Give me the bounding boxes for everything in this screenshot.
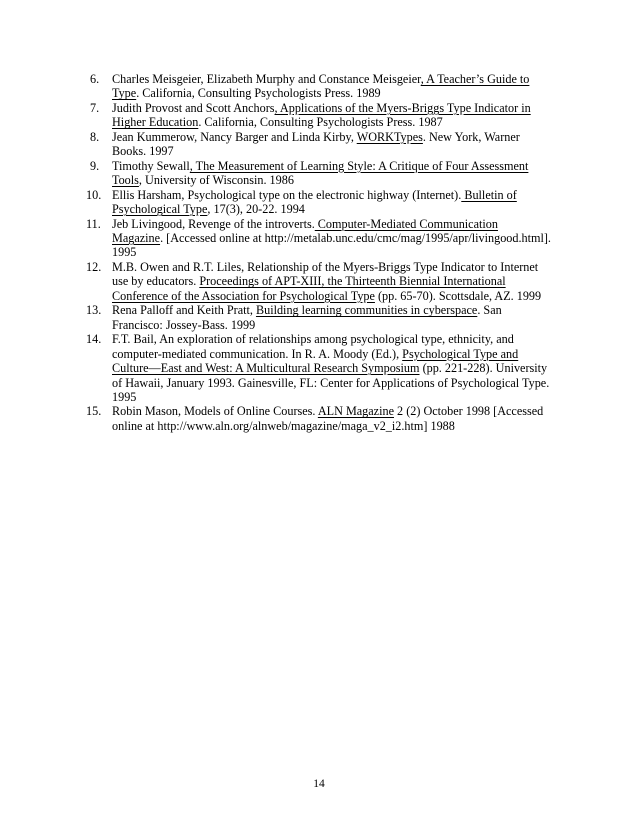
- reference-title: Psychological Type and Culture—East and West: A Multicultural Research Symposium: [112, 346, 519, 376]
- reference-text: . [Accessed online at http://metalab.unc.edu/cmc/mag/1995/apr/livingood.html]. 1995: [112, 230, 551, 260]
- reference-number: 10.: [86, 187, 102, 202]
- reference-title: , Applications of the Myers-Briggs Type Indicator in Higher Education: [112, 100, 531, 130]
- reference-item: [92, 72, 552, 101]
- reference-text: . New York, Warner Books. 1997: [112, 129, 520, 159]
- reference-title: Bulletin of Psychological Type: [112, 187, 517, 217]
- reference-number: 12.: [86, 259, 102, 274]
- reference-number: 15.: [86, 404, 102, 419]
- reference-item: [86, 404, 552, 433]
- reference-item: [92, 159, 552, 188]
- reference-title: , A Teacher’s Guide to Type: [112, 72, 530, 101]
- reference-number: 6.: [90, 72, 100, 86]
- reference-text: F.T. Bail, An exploration of relationships among psychological type, ethnicity, and computer-mediated communication. In R. A. Moody (Ed.),: [112, 332, 514, 361]
- reference-item: [86, 216, 552, 260]
- page-number: 14: [313, 778, 325, 790]
- reference-text: M.B. Owen and R.T. Liles, Relationship of the Myers-Briggs Type Indicator to Internet use by educators.: [112, 259, 539, 289]
- reference-number: 7.: [90, 100, 100, 115]
- reference-title: , The Measurement of Learning Style: A Critique of Four Assessment Tools: [112, 158, 529, 188]
- reference-text: Judith Provost and Scott Anchors: [112, 100, 275, 115]
- reference-number: 8.: [90, 129, 100, 144]
- reference-text: Rena Palloff and Keith Pratt,: [112, 303, 256, 318]
- reference-item: [86, 332, 552, 404]
- reference-text: . San Francisco: Jossey-Bass. 1999: [112, 303, 502, 332]
- reference-text: Ellis Harsham, Psychological type on the electronic highway (Internet).: [112, 187, 462, 202]
- reference-list: [86, 72, 552, 433]
- reference-item: [86, 187, 552, 217]
- reference-text: , 17(3), 20-22. 1994: [207, 202, 305, 217]
- reference-item: [86, 259, 552, 303]
- reference-text: Jean Kummerow, Nancy Barger and Linda Kirby,: [112, 129, 357, 144]
- reference-text: (pp. 65-70). Scottsdale, AZ. 1999: [374, 288, 542, 303]
- reference-text: Charles Meisgeier, Elizabeth Murphy and Constance Meisgeier: [112, 72, 421, 86]
- reference-text: 2 (2) October 1998 [Accessed online at http://www.aln.org/alnweb/magazine/maga_v2_i2.htm] 1988: [112, 404, 544, 433]
- reference-text: Robin Mason, Models of Online Courses.: [112, 404, 318, 419]
- reference-item: [92, 130, 552, 159]
- reference-number: 13.: [86, 303, 102, 318]
- reference-text: Timothy Sewall: [112, 158, 190, 173]
- reference-title: Proceedings of APT-XIII, the Thirteenth Biennial International Conference of the Association for Psychological Type: [112, 274, 506, 303]
- reference-title: WORKTypes: [356, 129, 423, 144]
- reference-title: ALN Magazine: [317, 404, 394, 419]
- reference-text: , University of Wisconsin. 1986: [138, 173, 294, 188]
- reference-item: [92, 101, 552, 130]
- reference-text: Jeb Livingood, Revenge of the introverts.: [112, 216, 315, 231]
- reference-item: [86, 303, 552, 332]
- reference-number: 14.: [86, 332, 102, 347]
- reference-number: 11.: [86, 216, 101, 231]
- reference-number: 9.: [90, 158, 100, 173]
- reference-text: . California, Consulting Psychologists Press. 1987: [198, 115, 443, 130]
- reference-title: Computer-Mediated Communication Magazine: [112, 216, 498, 245]
- reference-text: (pp. 221-228). University of Hawaii, January 1993. Gainesville, FL: Center for Applications of Psychological Type. 1995: [112, 361, 550, 404]
- reference-title: Building learning communities in cyberspace: [255, 303, 478, 318]
- reference-text: . California, Consulting Psychologists Press. 1989: [136, 86, 381, 101]
